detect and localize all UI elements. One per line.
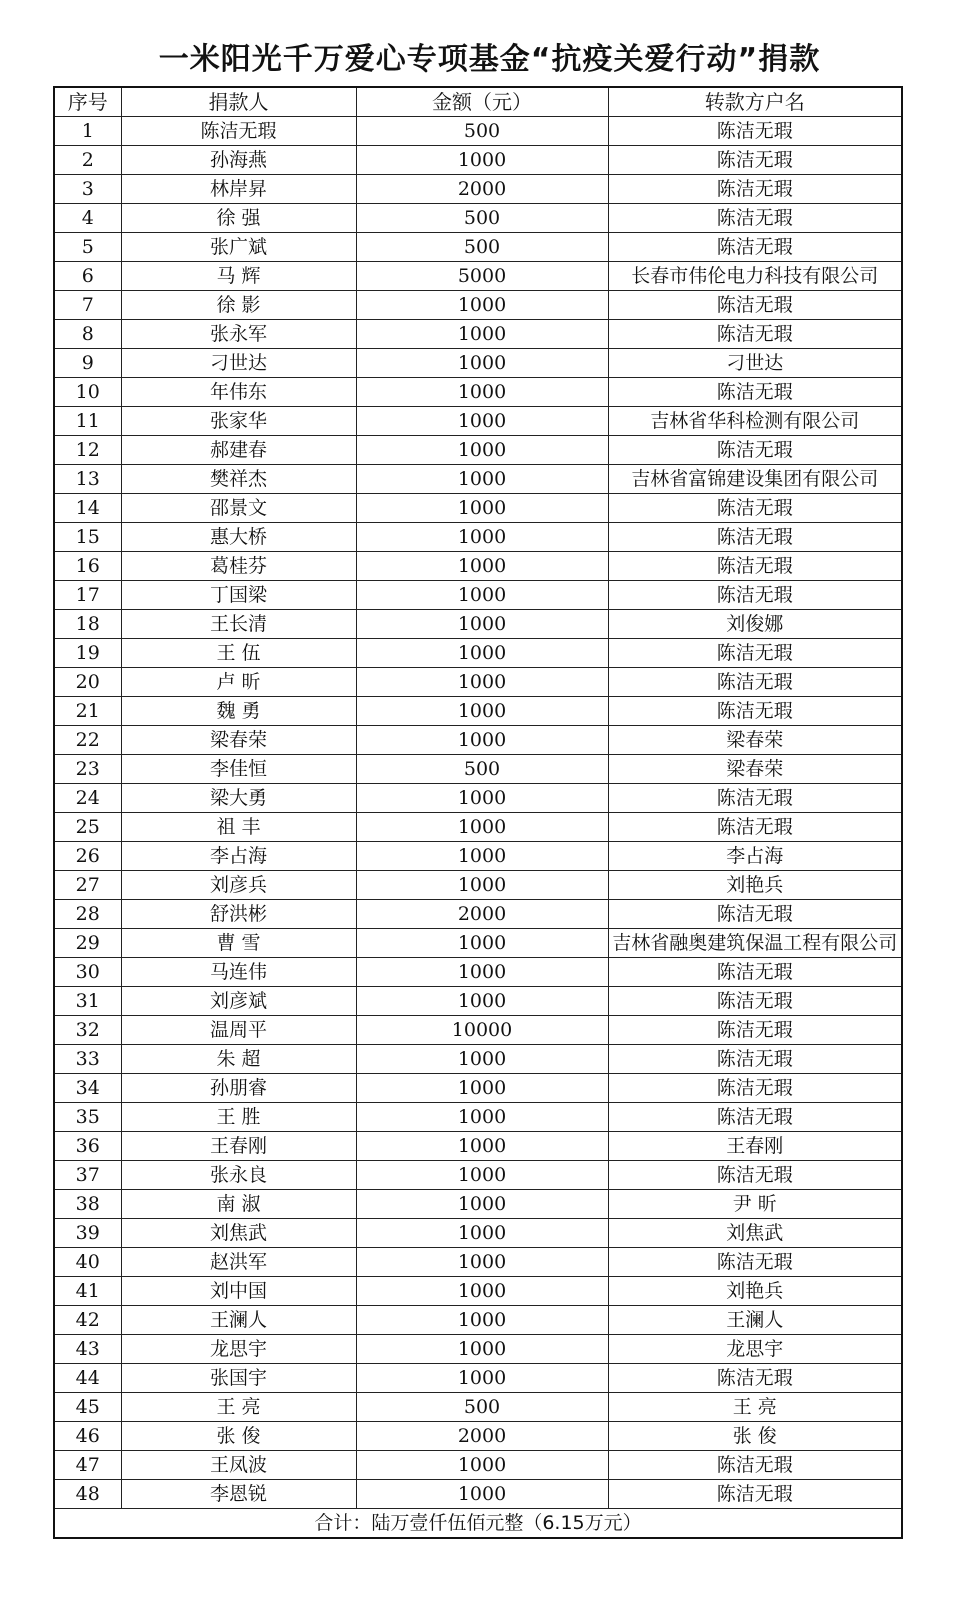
- row-donor: 曹 雪: [121, 929, 356, 958]
- table-row: [54, 320, 902, 349]
- row-account-name: 陈洁无瑕: [608, 1364, 902, 1393]
- table-row: [54, 349, 902, 378]
- header-amount: 金额（元）: [356, 87, 608, 117]
- table-row: [54, 146, 902, 175]
- row-index: 15: [54, 523, 121, 552]
- row-account-name: 刘艳兵: [608, 1277, 902, 1306]
- row-amount: 1000: [356, 1190, 608, 1219]
- row-donor: 梁春荣: [121, 726, 356, 755]
- table-row: [54, 1132, 902, 1161]
- row-donor: 刁世达: [121, 349, 356, 378]
- row-index: 48: [54, 1480, 121, 1509]
- row-amount: 1000: [356, 610, 608, 639]
- row-amount: 500: [356, 755, 608, 784]
- table-row: [54, 552, 902, 581]
- row-account-name: 陈洁无瑕: [608, 697, 902, 726]
- row-amount: 1000: [356, 668, 608, 697]
- table-row: [54, 1190, 902, 1219]
- row-index: 14: [54, 494, 121, 523]
- row-donor: 樊祥杰: [121, 465, 356, 494]
- row-donor: 马 辉: [121, 262, 356, 291]
- row-amount: 1000: [356, 523, 608, 552]
- row-donor: 张国宇: [121, 1364, 356, 1393]
- row-donor: 李恩锐: [121, 1480, 356, 1509]
- header-donor: 捐款人: [121, 87, 356, 117]
- table-row: [54, 1074, 902, 1103]
- row-account-name: 陈洁无瑕: [608, 784, 902, 813]
- table-row: [54, 668, 902, 697]
- row-donor: 王 亮: [121, 1393, 356, 1422]
- row-amount: 1000: [356, 378, 608, 407]
- row-amount: 1000: [356, 552, 608, 581]
- table-row: [54, 958, 902, 987]
- row-index: 4: [54, 204, 121, 233]
- row-amount: 500: [356, 117, 608, 146]
- row-account-name: 陈洁无瑕: [608, 552, 902, 581]
- row-amount: 1000: [356, 1248, 608, 1277]
- row-account-name: 陈洁无瑕: [608, 1480, 902, 1509]
- row-account-name: 梁春荣: [608, 726, 902, 755]
- row-account-name: 刘焦武: [608, 1219, 902, 1248]
- row-account-name: 陈洁无瑕: [608, 1248, 902, 1277]
- row-amount: 2000: [356, 900, 608, 929]
- row-amount: 1000: [356, 436, 608, 465]
- table-row: [54, 465, 902, 494]
- row-index: 30: [54, 958, 121, 987]
- row-amount: 1000: [356, 465, 608, 494]
- row-donor: 赵洪军: [121, 1248, 356, 1277]
- table-row: [54, 929, 902, 958]
- row-index: 44: [54, 1364, 121, 1393]
- row-donor: 孙朋睿: [121, 1074, 356, 1103]
- row-amount: 1000: [356, 1074, 608, 1103]
- table-row: [54, 813, 902, 842]
- table-row: [54, 1451, 902, 1480]
- row-donor: 张永军: [121, 320, 356, 349]
- row-donor: 郝建春: [121, 436, 356, 465]
- row-account-name: 刘艳兵: [608, 871, 902, 900]
- row-amount: 1000: [356, 349, 608, 378]
- row-account-name: 陈洁无瑕: [608, 291, 902, 320]
- table-row: [54, 900, 902, 929]
- row-amount: 1000: [356, 1132, 608, 1161]
- row-amount: 500: [356, 233, 608, 262]
- row-index: 45: [54, 1393, 121, 1422]
- row-index: 12: [54, 436, 121, 465]
- total-text: 合计：陆万壹仟伍佰元整（6.15万元）: [54, 1509, 902, 1539]
- row-account-name: 陈洁无瑕: [608, 1451, 902, 1480]
- row-donor: 梁大勇: [121, 784, 356, 813]
- row-index: 20: [54, 668, 121, 697]
- row-index: 34: [54, 1074, 121, 1103]
- row-amount: 1000: [356, 1480, 608, 1509]
- row-amount: 1000: [356, 842, 608, 871]
- row-account-name: 张 俊: [608, 1422, 902, 1451]
- row-index: 18: [54, 610, 121, 639]
- row-amount: 1000: [356, 1306, 608, 1335]
- table-row: [54, 784, 902, 813]
- row-amount: 2000: [356, 175, 608, 204]
- row-account-name: 吉林省融奥建筑保温工程有限公司: [608, 929, 902, 958]
- row-index: 8: [54, 320, 121, 349]
- donation-table: [53, 86, 903, 1539]
- total-row: [54, 1509, 902, 1539]
- document-title: 一米阳光千万爱心专项基金“抗疫关爱行动”捐款: [158, 42, 821, 77]
- row-index: 41: [54, 1277, 121, 1306]
- row-index: 21: [54, 697, 121, 726]
- row-donor: 朱 超: [121, 1045, 356, 1074]
- row-amount: 1000: [356, 581, 608, 610]
- table-row: [54, 842, 902, 871]
- row-amount: 1000: [356, 494, 608, 523]
- row-index: 1: [54, 117, 121, 146]
- row-amount: 500: [356, 1393, 608, 1422]
- row-donor: 祖 丰: [121, 813, 356, 842]
- row-index: 25: [54, 813, 121, 842]
- table-row: [54, 610, 902, 639]
- table-row: [54, 378, 902, 407]
- table-row: [54, 755, 902, 784]
- row-account-name: 吉林省华科检测有限公司: [608, 407, 902, 436]
- row-amount: 1000: [356, 1364, 608, 1393]
- row-account-name: 陈洁无瑕: [608, 117, 902, 146]
- table-row: [54, 1335, 902, 1364]
- row-account-name: 陈洁无瑕: [608, 523, 902, 552]
- row-index: 10: [54, 378, 121, 407]
- row-donor: 惠大桥: [121, 523, 356, 552]
- row-account-name: 陈洁无瑕: [608, 146, 902, 175]
- row-index: 37: [54, 1161, 121, 1190]
- row-donor: 王凤波: [121, 1451, 356, 1480]
- row-account-name: 王春刚: [608, 1132, 902, 1161]
- row-amount: 1000: [356, 407, 608, 436]
- table-row: [54, 1103, 902, 1132]
- row-index: 27: [54, 871, 121, 900]
- row-donor: 王长清: [121, 610, 356, 639]
- table-row: [54, 1480, 902, 1509]
- table-row: [54, 987, 902, 1016]
- table-row: [54, 1277, 902, 1306]
- row-index: 6: [54, 262, 121, 291]
- row-account-name: 陈洁无瑕: [608, 233, 902, 262]
- table-row: [54, 1306, 902, 1335]
- row-index: 19: [54, 639, 121, 668]
- row-index: 24: [54, 784, 121, 813]
- table-row: [54, 262, 902, 291]
- row-donor: 王 胜: [121, 1103, 356, 1132]
- row-index: 13: [54, 465, 121, 494]
- row-account-name: 李占海: [608, 842, 902, 871]
- row-index: 42: [54, 1306, 121, 1335]
- row-amount: 1000: [356, 320, 608, 349]
- table-row: [54, 117, 902, 146]
- header-account-name: 转款方户名: [608, 87, 902, 117]
- row-index: 9: [54, 349, 121, 378]
- row-donor: 魏 勇: [121, 697, 356, 726]
- row-donor: 王 伍: [121, 639, 356, 668]
- row-donor: 年伟东: [121, 378, 356, 407]
- row-donor: 张 俊: [121, 1422, 356, 1451]
- row-donor: 龙思宇: [121, 1335, 356, 1364]
- row-account-name: 王 亮: [608, 1393, 902, 1422]
- row-amount: 1000: [356, 813, 608, 842]
- row-index: 16: [54, 552, 121, 581]
- row-account-name: 吉林省富锦建设集团有限公司: [608, 465, 902, 494]
- row-amount: 1000: [356, 784, 608, 813]
- row-account-name: 刘俊娜: [608, 610, 902, 639]
- row-donor: 南 淑: [121, 1190, 356, 1219]
- row-account-name: 陈洁无瑕: [608, 320, 902, 349]
- row-index: 32: [54, 1016, 121, 1045]
- row-donor: 陈洁无瑕: [121, 117, 356, 146]
- row-amount: 1000: [356, 639, 608, 668]
- table-row: [54, 581, 902, 610]
- row-index: 47: [54, 1451, 121, 1480]
- row-account-name: 陈洁无瑕: [608, 900, 902, 929]
- table-row: [54, 1016, 902, 1045]
- row-index: 46: [54, 1422, 121, 1451]
- row-account-name: 梁春荣: [608, 755, 902, 784]
- row-account-name: 陈洁无瑕: [608, 1045, 902, 1074]
- header-index: 序号: [54, 87, 121, 117]
- row-amount: 1000: [356, 871, 608, 900]
- row-amount: 1000: [356, 929, 608, 958]
- row-account-name: 长春市伟伦电力科技有限公司: [608, 262, 902, 291]
- table-row: [54, 523, 902, 552]
- row-index: 11: [54, 407, 121, 436]
- row-amount: 1000: [356, 958, 608, 987]
- row-index: 36: [54, 1132, 121, 1161]
- row-account-name: 尹 昕: [608, 1190, 902, 1219]
- row-donor: 刘彦斌: [121, 987, 356, 1016]
- row-account-name: 龙思宇: [608, 1335, 902, 1364]
- row-donor: 舒洪彬: [121, 900, 356, 929]
- table-row: [54, 1045, 902, 1074]
- row-amount: 500: [356, 204, 608, 233]
- row-amount: 1000: [356, 1161, 608, 1190]
- row-account-name: 刁世达: [608, 349, 902, 378]
- row-index: 22: [54, 726, 121, 755]
- table-row: [54, 697, 902, 726]
- row-index: 28: [54, 900, 121, 929]
- row-amount: 1000: [356, 987, 608, 1016]
- row-donor: 徐 影: [121, 291, 356, 320]
- row-index: 38: [54, 1190, 121, 1219]
- row-account-name: 陈洁无瑕: [608, 378, 902, 407]
- row-account-name: 陈洁无瑕: [608, 1103, 902, 1132]
- row-donor: 刘焦武: [121, 1219, 356, 1248]
- row-amount: 1000: [356, 1219, 608, 1248]
- table-row: [54, 726, 902, 755]
- table-header-row: [54, 87, 902, 117]
- row-donor: 卢 昕: [121, 668, 356, 697]
- row-amount: 1000: [356, 1335, 608, 1364]
- row-index: 40: [54, 1248, 121, 1277]
- row-donor: 王澜人: [121, 1306, 356, 1335]
- table-row: [54, 871, 902, 900]
- row-account-name: 陈洁无瑕: [608, 813, 902, 842]
- row-index: 43: [54, 1335, 121, 1364]
- table-row: [54, 291, 902, 320]
- row-donor: 李佳恒: [121, 755, 356, 784]
- row-account-name: 陈洁无瑕: [608, 204, 902, 233]
- row-account-name: 陈洁无瑕: [608, 1016, 902, 1045]
- row-donor: 张永良: [121, 1161, 356, 1190]
- row-index: 3: [54, 175, 121, 204]
- row-amount: 1000: [356, 1277, 608, 1306]
- table-row: [54, 175, 902, 204]
- row-account-name: 陈洁无瑕: [608, 175, 902, 204]
- row-amount: 1000: [356, 726, 608, 755]
- row-donor: 邵景文: [121, 494, 356, 523]
- row-index: 17: [54, 581, 121, 610]
- row-donor: 孙海燕: [121, 146, 356, 175]
- table-row: [54, 204, 902, 233]
- row-account-name: 陈洁无瑕: [608, 987, 902, 1016]
- row-donor: 丁国梁: [121, 581, 356, 610]
- row-index: 7: [54, 291, 121, 320]
- row-account-name: 陈洁无瑕: [608, 494, 902, 523]
- row-account-name: 陈洁无瑕: [608, 581, 902, 610]
- row-donor: 林岸昇: [121, 175, 356, 204]
- row-donor: 刘中国: [121, 1277, 356, 1306]
- row-amount: 5000: [356, 262, 608, 291]
- row-index: 2: [54, 146, 121, 175]
- table-row: [54, 1422, 902, 1451]
- row-index: 26: [54, 842, 121, 871]
- row-donor: 李占海: [121, 842, 356, 871]
- row-donor: 张广斌: [121, 233, 356, 262]
- row-amount: 10000: [356, 1016, 608, 1045]
- row-account-name: 王澜人: [608, 1306, 902, 1335]
- row-account-name: 陈洁无瑕: [608, 1074, 902, 1103]
- row-amount: 1000: [356, 291, 608, 320]
- row-amount: 1000: [356, 697, 608, 726]
- row-amount: 1000: [356, 146, 608, 175]
- table-row: [54, 1161, 902, 1190]
- table-row: [54, 494, 902, 523]
- row-amount: 1000: [356, 1451, 608, 1480]
- row-donor: 马连伟: [121, 958, 356, 987]
- row-account-name: 陈洁无瑕: [608, 639, 902, 668]
- row-index: 29: [54, 929, 121, 958]
- row-account-name: 陈洁无瑕: [608, 436, 902, 465]
- row-amount: 1000: [356, 1103, 608, 1132]
- row-index: 33: [54, 1045, 121, 1074]
- row-index: 35: [54, 1103, 121, 1132]
- row-index: 39: [54, 1219, 121, 1248]
- table-row: [54, 1393, 902, 1422]
- row-amount: 1000: [356, 1045, 608, 1074]
- row-donor: 葛桂芬: [121, 552, 356, 581]
- row-donor: 王春刚: [121, 1132, 356, 1161]
- table-row: [54, 436, 902, 465]
- row-donor: 徐 强: [121, 204, 356, 233]
- table-row: [54, 1248, 902, 1277]
- row-account-name: 陈洁无瑕: [608, 958, 902, 987]
- table-row: [54, 639, 902, 668]
- table-row: [54, 1219, 902, 1248]
- row-account-name: 陈洁无瑕: [608, 668, 902, 697]
- table-body: [54, 117, 902, 1509]
- table-row: [54, 233, 902, 262]
- row-donor: 刘彦兵: [121, 871, 356, 900]
- row-donor: 温周平: [121, 1016, 356, 1045]
- table-row: [54, 407, 902, 436]
- row-index: 5: [54, 233, 121, 262]
- row-index: 23: [54, 755, 121, 784]
- row-donor: 张家华: [121, 407, 356, 436]
- table-row: [54, 1364, 902, 1393]
- row-account-name: 陈洁无瑕: [608, 1161, 902, 1190]
- row-amount: 2000: [356, 1422, 608, 1451]
- row-index: 31: [54, 987, 121, 1016]
